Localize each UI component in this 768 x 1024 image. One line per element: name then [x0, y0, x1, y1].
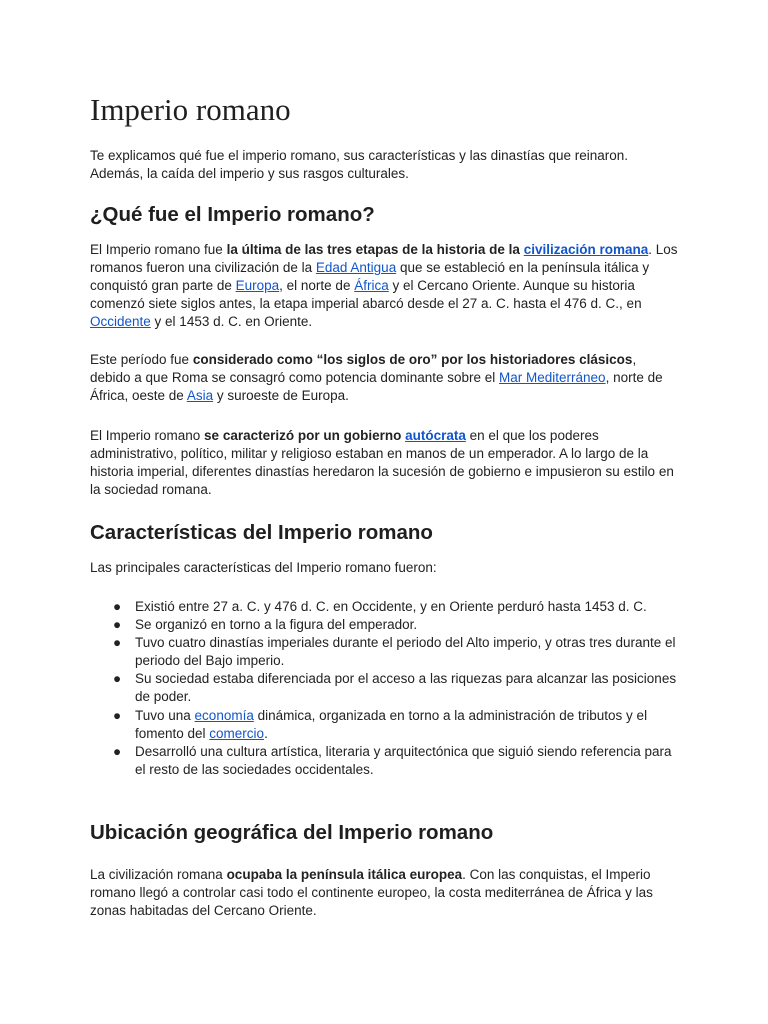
link-occidente[interactable]: Occidente: [90, 314, 151, 330]
section-2-heading-block: [90, 520, 680, 546]
text-run: que se estableció en la península itálica y conquistó gran parte de: [90, 260, 650, 294]
section-1-paragraph-3: [90, 427, 680, 499]
characteristics-list-block: [90, 598, 680, 779]
text-run: El Imperio romano: [90, 428, 205, 443]
bold-run: se caracterizó por un gobierno: [204, 428, 406, 443]
intro-block: [90, 147, 680, 183]
section-2-lead: Las principales características del Imperio romano fueron:: [90, 560, 437, 575]
section-1-paragraph-2-block: [90, 351, 680, 405]
bold-run: considerado como “los siglos de oro” por los historiadores clásicos: [192, 352, 633, 367]
intro-paragraph: Te explicamos qué fue el imperio romano, sus características y las dinastías que reinaron. Además, la caída del imperio y sus rasgos culturales.: [90, 148, 629, 182]
text-run: . Los romanos fueron una civilización de la: [90, 242, 678, 276]
text-run: dinámica, organizada en torno a la administración de tributos y el fomento del: [135, 707, 648, 741]
section-heading-characteristics: Características del Imperio romano: [90, 521, 433, 544]
section-1-paragraph-1: [90, 241, 680, 331]
link-mar-mediterraneo[interactable]: Mar Mediterráneo: [499, 370, 606, 386]
text-run: y el 1453 d. C. en Oriente.: [150, 314, 313, 330]
list-item-text: Su sociedad estaba diferenciada por el acceso a las riquezas para alcanzar las posiciones de poder.: [135, 671, 677, 705]
bullet-icon: ●: [113, 743, 122, 759]
section-1-paragraph-2: [90, 351, 680, 405]
list-item: [90, 707, 680, 743]
section-1-heading-block: [90, 202, 680, 228]
bullet-icon: ●: [113, 599, 122, 614]
text-run: Este período fue: [90, 352, 193, 367]
bold-run: ocupaba la península itálica europea: [226, 867, 463, 882]
text-run: , norte de África, oeste de: [90, 370, 663, 404]
text-run: en el que los poderes administrativo, político, militar y religioso estaban en manos de un emperador. A lo largo de la historia imperial, diferentes dinastías heredaron la sucesión de gobierno e impusieron su estilo en la sociedad romana.: [90, 428, 674, 498]
link-africa[interactable]: África: [354, 278, 389, 294]
list-item-text: Desarrolló una cultura artística, literaria y arquitectónica que siguió siendo referencia para el resto de las sociedades occidentales.: [135, 743, 672, 777]
list-item-text: Tuvo cuatro dinastías imperiales durante el periodo del Alto imperio, y otras tres durante el periodo del Bajo imperio.: [135, 635, 676, 669]
link-comercio[interactable]: comercio: [209, 725, 265, 741]
list-item: [90, 670, 680, 706]
link-asia[interactable]: Asia: [186, 388, 214, 404]
text-run: .: [264, 725, 268, 741]
section-heading-location: Ubicación geográfica del Imperio romano: [90, 821, 494, 844]
section-3-paragraph-1-block: [90, 866, 680, 920]
link-europa[interactable]: Europa: [235, 278, 280, 294]
text-run: y suroeste de Europa.: [213, 388, 349, 404]
list-item: [90, 598, 680, 616]
list-item: [90, 634, 680, 670]
characteristics-list: [90, 598, 680, 779]
text-run: La civilización romana: [90, 867, 227, 882]
bullet-icon: ●: [113, 707, 122, 723]
text-run: , debido a que Roma se consagró como potencia dominante sobre el: [90, 352, 637, 386]
section-3-heading-block: [90, 820, 680, 846]
bullet-icon: ●: [113, 635, 122, 651]
link-civilizacion-romana[interactable]: civilización romana: [523, 242, 649, 257]
list-item: [90, 616, 680, 634]
section-1-paragraph-1-block: [90, 241, 680, 331]
bold-run: la última de las tres etapas de la historia de la: [226, 242, 524, 257]
link-edad-antigua[interactable]: Edad Antigua: [315, 260, 397, 276]
section-3-paragraph-1: [90, 866, 680, 920]
page-title: Imperio romano: [90, 92, 291, 127]
section-2-lead-block: [90, 559, 680, 577]
bullet-icon: ●: [113, 617, 122, 633]
list-item-text: Se organizó en torno a la figura del emperador.: [135, 617, 418, 633]
text-run: , el norte de: [279, 278, 355, 294]
link-economia[interactable]: economía: [194, 707, 254, 723]
text-run: y el Cercano Oriente. Aunque su historia comenzó siete siglos antes, la etapa imperial abarcó desde el 27 a. C. hasta el 476 d. C., en: [90, 278, 642, 312]
section-heading-what-was: ¿Qué fue el Imperio romano?: [90, 203, 375, 226]
text-run: . Con las conquistas, el Imperio romano llegó a controlar casi todo el continente europeo, la costa mediterránea de África y las zonas habitadas del Cercano Oriente.: [90, 867, 653, 919]
list-item-text: Existió entre 27 a. C. y 476 d. C. en Occidente, y en Oriente perduró hasta 1453 d. C.: [135, 599, 647, 614]
text-run: Tuvo una: [135, 707, 195, 723]
list-item: [90, 743, 680, 779]
bullet-icon: ●: [113, 671, 122, 687]
text-run: El Imperio romano fue: [90, 242, 227, 257]
link-autocrata[interactable]: autócrata: [405, 428, 466, 443]
section-1-paragraph-3-block: [90, 427, 680, 499]
